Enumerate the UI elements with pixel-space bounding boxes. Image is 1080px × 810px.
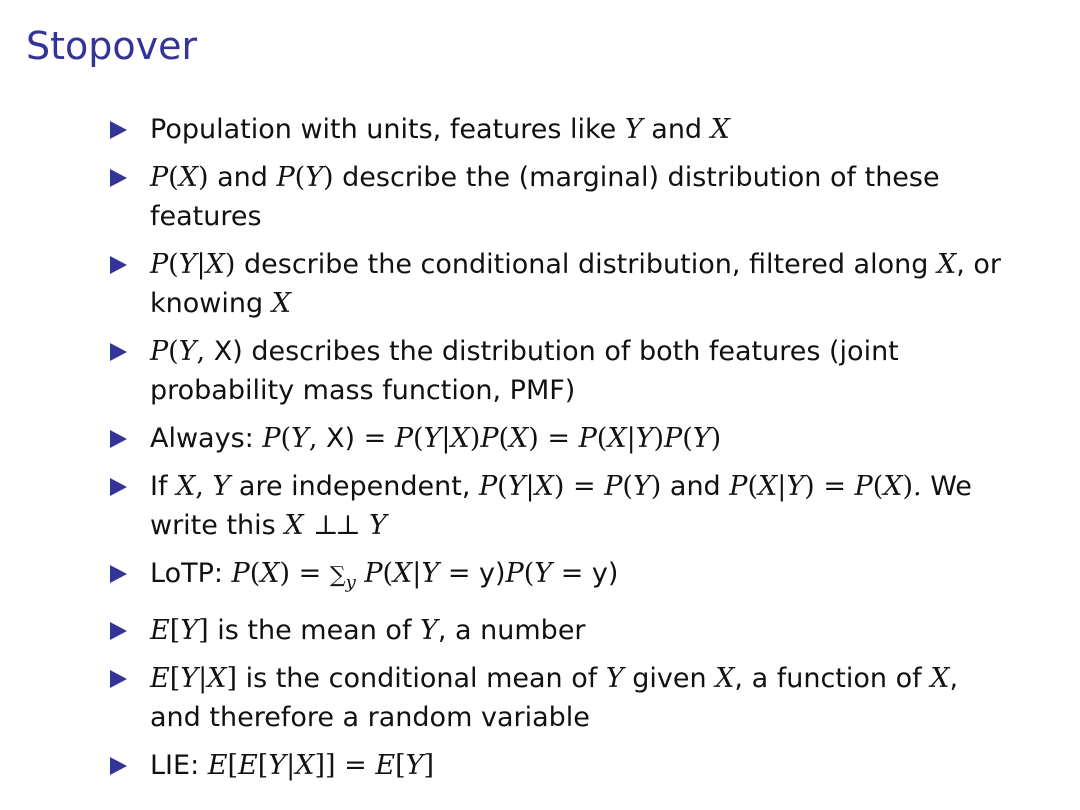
bullet-list <box>108 110 1008 794</box>
triangle-right-icon <box>110 430 127 448</box>
bullet-text: Population with units, features like Y and X <box>150 114 730 145</box>
bullet-item-7 <box>108 554 1008 602</box>
triangle-right-icon <box>110 565 127 583</box>
triangle-right-icon <box>110 757 127 775</box>
bullet-text: E[Y|X] is the conditional mean of Y given X, a function of X, and therefore a random variable <box>150 663 959 733</box>
bullet-text: Always: P(Y, X) = P(Y|X)P(X) = P(X|Y)P(Y) <box>150 423 722 454</box>
slide-title: Stopover <box>26 24 198 68</box>
bullet-item-1 <box>108 110 1008 149</box>
bullet-item-5 <box>108 419 1008 458</box>
bullet-item-3 <box>108 245 1008 323</box>
bullet-text: P(Y, X) describes the distribution of both features (joint probability mass function, PMF) <box>150 336 899 406</box>
bullet-text: E[Y] is the mean of Y, a number <box>150 615 586 646</box>
bullet-text: P(Y|X) describe the conditional distribution, filtered along X, or knowing X <box>150 249 1001 319</box>
triangle-right-icon <box>110 622 127 640</box>
bullet-text: If X, Y are independent, P(Y|X) = P(Y) and P(X|Y) = P(X). We write this X ⊥⊥ Y <box>150 471 972 541</box>
triangle-right-icon <box>110 478 127 496</box>
triangle-right-icon <box>110 256 127 274</box>
bullet-text: LoTP: $P(X) = \sum_y$ P(X|Y = y)P(Y = y) <box>150 558 619 593</box>
bullet-item-6 <box>108 467 1008 545</box>
bullet-text: P(X) and P(Y) describe the (marginal) distribution of these features <box>150 162 940 232</box>
triangle-right-icon <box>110 169 127 187</box>
triangle-right-icon <box>110 670 127 688</box>
triangle-right-icon <box>110 343 127 361</box>
bullet-item-2 <box>108 158 1008 236</box>
bullet-item-4 <box>108 332 1008 410</box>
bullet-text: LIE: E[E[Y|X]] = E[Y] <box>150 750 434 781</box>
bullet-item-9 <box>108 659 1008 737</box>
triangle-right-icon <box>110 121 127 139</box>
bullet-item-10 <box>108 746 1008 785</box>
bullet-item-8 <box>108 611 1008 650</box>
